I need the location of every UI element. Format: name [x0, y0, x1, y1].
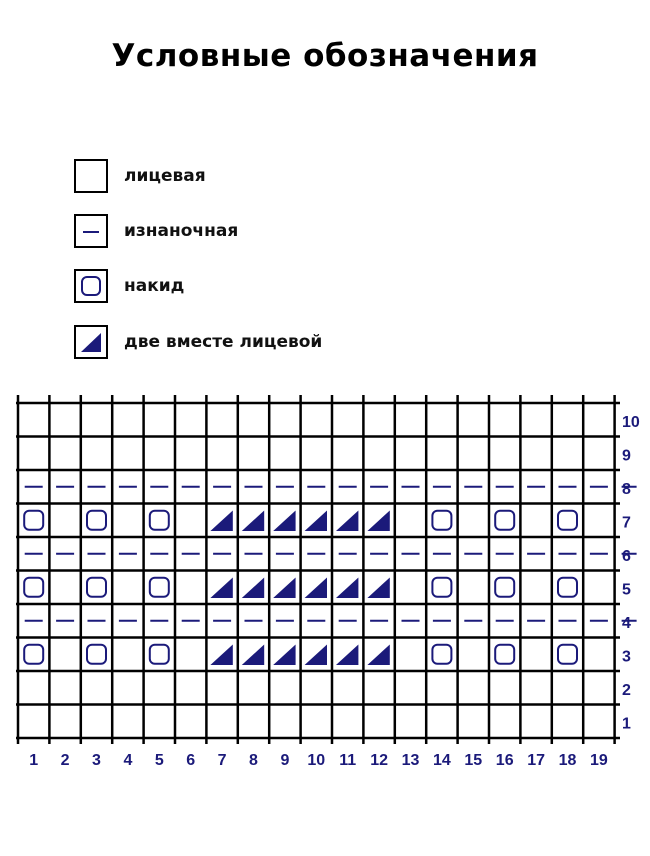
yarn-over-mark: [24, 645, 43, 664]
column-number-label: 13: [401, 752, 420, 769]
yarn-over-mark: [558, 578, 577, 597]
legend-label-yarn-over: накид: [124, 276, 185, 296]
yarn-over-mark: [150, 511, 169, 530]
yarn-over-mark: [432, 511, 451, 530]
row-number-label: 10: [622, 413, 640, 431]
yarn-over-mark: [150, 645, 169, 664]
legend-label-purl: изнаночная: [124, 221, 239, 241]
column-number-label: 3: [92, 752, 101, 769]
row-number-label: 3: [622, 648, 631, 666]
row-number-label: 1: [622, 715, 631, 733]
column-number-label: 11: [339, 752, 357, 769]
k2tog-mark: [242, 645, 264, 666]
legend-label-knit: лицевая: [124, 166, 206, 186]
column-number-label: 8: [249, 752, 258, 769]
column-number-label: 4: [123, 752, 133, 769]
k2tog-mark: [367, 645, 389, 666]
column-number-label: 18: [558, 752, 577, 769]
yarn-over-mark: [558, 645, 577, 664]
k2tog-mark: [242, 511, 264, 532]
row-number-label: 7: [622, 514, 631, 532]
page-title: Условные обозначения: [111, 38, 539, 74]
k2tog-mark: [273, 578, 295, 599]
k2tog-mark: [273, 645, 295, 666]
k2tog-mark: [336, 578, 358, 599]
column-number-label: 2: [60, 752, 70, 769]
yarn-over-mark: [558, 511, 577, 530]
column-number-label: 9: [280, 752, 290, 769]
column-number-label: 19: [590, 752, 608, 769]
yarn-over-mark: [24, 578, 43, 597]
legend-label-k2tog: две вместе лицевой: [124, 332, 323, 352]
k2tog-mark: [210, 645, 232, 666]
yarn-over-mark: [87, 645, 106, 664]
k2tog-mark: [367, 578, 389, 599]
row-number-label: 6: [622, 547, 631, 565]
k2tog-mark: [336, 645, 358, 666]
k2tog-mark: [210, 578, 232, 599]
yarn-over-mark: [495, 645, 514, 664]
k2tog-mark: [305, 511, 327, 532]
yarn-over-mark: [87, 578, 106, 597]
yarn-over-mark: [150, 578, 169, 597]
k2tog-mark: [305, 645, 327, 666]
k2tog-mark: [273, 511, 295, 532]
column-number-label: 1: [29, 752, 39, 769]
k2tog-mark: [367, 511, 389, 532]
column-number-label: 16: [495, 752, 514, 769]
row-number-label: 9: [622, 447, 631, 465]
k2tog-mark: [336, 511, 358, 532]
column-number-label: 10: [307, 752, 326, 769]
row-number-label: 2: [622, 681, 631, 699]
column-number-label: 14: [433, 752, 451, 769]
yarn-over-mark: [432, 578, 451, 597]
yarn-over-mark: [495, 511, 514, 530]
row-number-label: 4: [622, 614, 631, 632]
row-number-label: 5: [622, 581, 631, 599]
row-number-label: 8: [622, 480, 631, 498]
k2tog-mark: [210, 511, 232, 532]
yarn-over-mark: [495, 578, 514, 597]
k2tog-mark: [305, 578, 327, 599]
column-number-label: 17: [527, 752, 545, 769]
yarn-over-mark: [24, 511, 43, 530]
column-number-label: 5: [154, 752, 164, 769]
column-number-label: 7: [217, 752, 227, 769]
column-number-label: 6: [186, 752, 196, 769]
yarn-over-mark: [432, 645, 451, 664]
yarn-over-mark: [87, 511, 106, 530]
k2tog-mark: [242, 578, 264, 599]
column-number-label: 12: [370, 752, 388, 769]
column-number-label: 15: [464, 752, 483, 769]
